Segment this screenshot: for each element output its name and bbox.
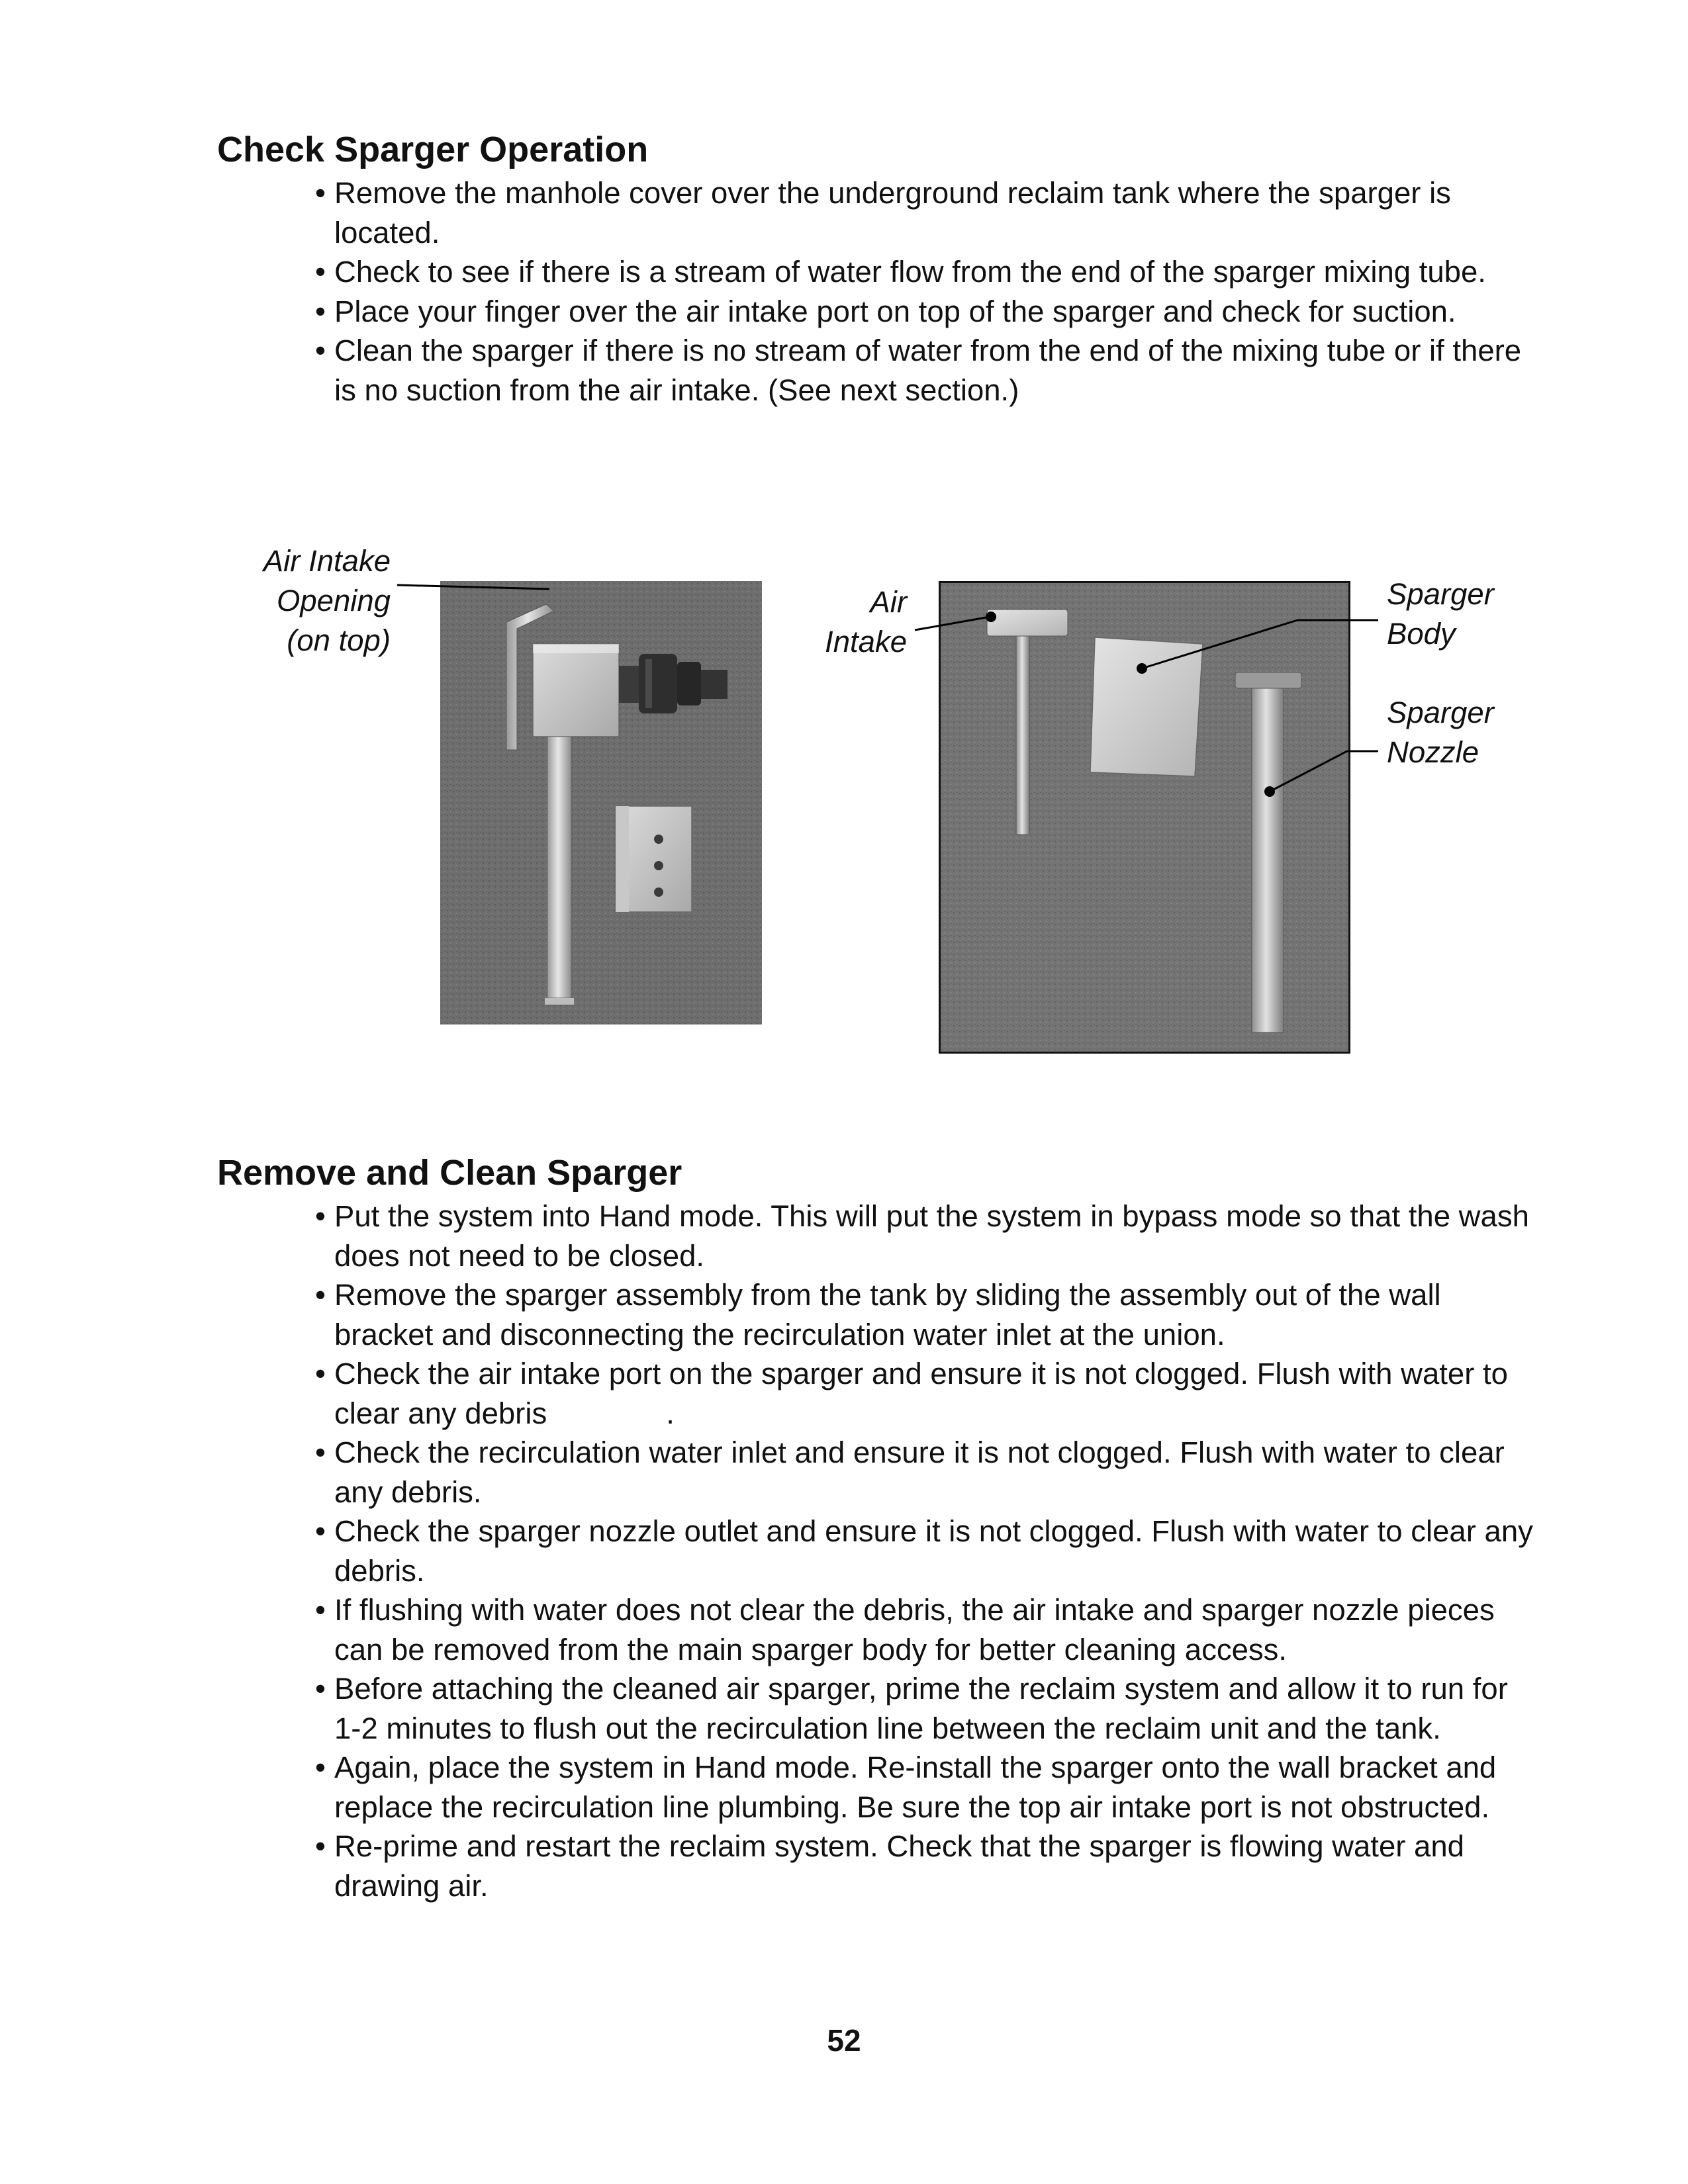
list-item-text: Again, place the system in Hand mode. Re-install the sparger onto the wall bracket and replace the recirculation line plumbing. Be sure the top air intake port is not obstructed. [334,1751,1497,1824]
list-item [315,1827,1536,1905]
callout-sparger-body: Sparger Body [1387,577,1494,651]
sparger-assembly-photo [440,581,762,1024]
list-item [315,292,1546,332]
stray-period: . [666,1396,675,1430]
air-intake-piece [987,610,1068,636]
list-item [315,1275,1536,1354]
sparger-nozzle-flange [1235,672,1301,688]
bullet-glyph: • [315,1278,326,1312]
list-item [315,252,1546,292]
list-item [315,173,1546,252]
bullet-glyph: • [315,1751,326,1784]
bullet-glyph: • [315,1357,326,1390]
bullet-glyph: • [315,1672,326,1706]
bullet-glyph: • [315,1199,326,1233]
callout-air-intake: Air Intake [825,585,907,659]
list-item-text: Place your finger over the air intake port on top of the sparger and check for suction. [334,294,1456,328]
list-item-text: Check the recirculation water inlet and ensure it is not clogged. Flush with water to clear any debris. [334,1435,1505,1509]
callout-sparger-nozzle: Sparger Nozzle [1387,696,1494,769]
list-item [315,1669,1536,1748]
list-item-text: Before attaching the cleaned air sparger, prime the reclaim system and allow it to run for 1-2 minutes to flush out the recirculation line between the reclaim unit and the tank. [334,1672,1508,1745]
air-intake-stem [1016,636,1029,835]
list-item-text: If flushing with water does not clear the debris, the air intake and sparger nozzle pieces can be removed from the main sparger body for better cleaning access. [334,1593,1495,1666]
bullet-glyph: • [315,255,326,289]
list-item [315,1512,1536,1590]
bullet-glyph: • [315,176,326,210]
bullet-glyph: • [315,1435,326,1469]
section-heading-remove-and-clean-sparger: Remove and Clean Sparger [217,1153,682,1193]
list-item [315,1748,1536,1827]
bullet-glyph: • [315,1514,326,1548]
section-heading-check-sparger-operation: Check Sparger Operation [217,130,649,169]
bullet-glyph: • [315,294,326,328]
bullet-glyph: • [315,1829,326,1863]
check-sparger-steps-list [315,173,1546,410]
list-item [315,1354,1536,1433]
list-item [315,1197,1536,1275]
list-item-text: Remove the manhole cover over the underground reclaim tank where the sparger is located. [334,176,1451,250]
page-number: 52 [827,2023,861,2058]
bullet-glyph: • [315,334,326,367]
list-item-text: Remove the sparger assembly from the tank by sliding the assembly out of the wall bracket and disconnecting the recirculation water inlet at the union. [334,1278,1441,1351]
list-item [315,1590,1536,1669]
remove-clean-steps-list [315,1197,1536,1905]
list-item-text: Clean the sparger if there is no stream of water from the end of the mixing tube or if there is no suction from the air intake. (See next section.) [334,334,1522,407]
list-item-text: Put the system into Hand mode. This will put the system in bypass mode so that the wash does not need to be closed. [334,1199,1529,1273]
list-item-text: Re-prime and restart the reclaim system. Check that the sparger is flowing water and drawing air. [334,1829,1464,1903]
union-fitting [619,666,639,703]
list-item-text: Check the air intake port on the sparger and ensure it is not clogged. Flush with water to clear any debris [334,1357,1508,1430]
sparger-body [533,644,619,737]
sparger-body-piece [1090,637,1203,776]
bullet-glyph: • [315,1593,326,1627]
sparger-nozzle-tube [547,737,571,998]
list-item-text: Check the sparger nozzle outlet and ensure it is not clogged. Flush with water to clear any debris. [334,1514,1533,1588]
list-item [315,331,1546,410]
sparger-parts-photo [939,581,1350,1054]
sparger-nozzle-piece [1252,688,1284,1032]
callout-air-intake-opening: Air Intake Opening (on top) [263,544,391,657]
list-item [315,1433,1536,1512]
list-item-text: Check to see if there is a stream of water flow from the end of the sparger mixing tube. [334,255,1486,289]
